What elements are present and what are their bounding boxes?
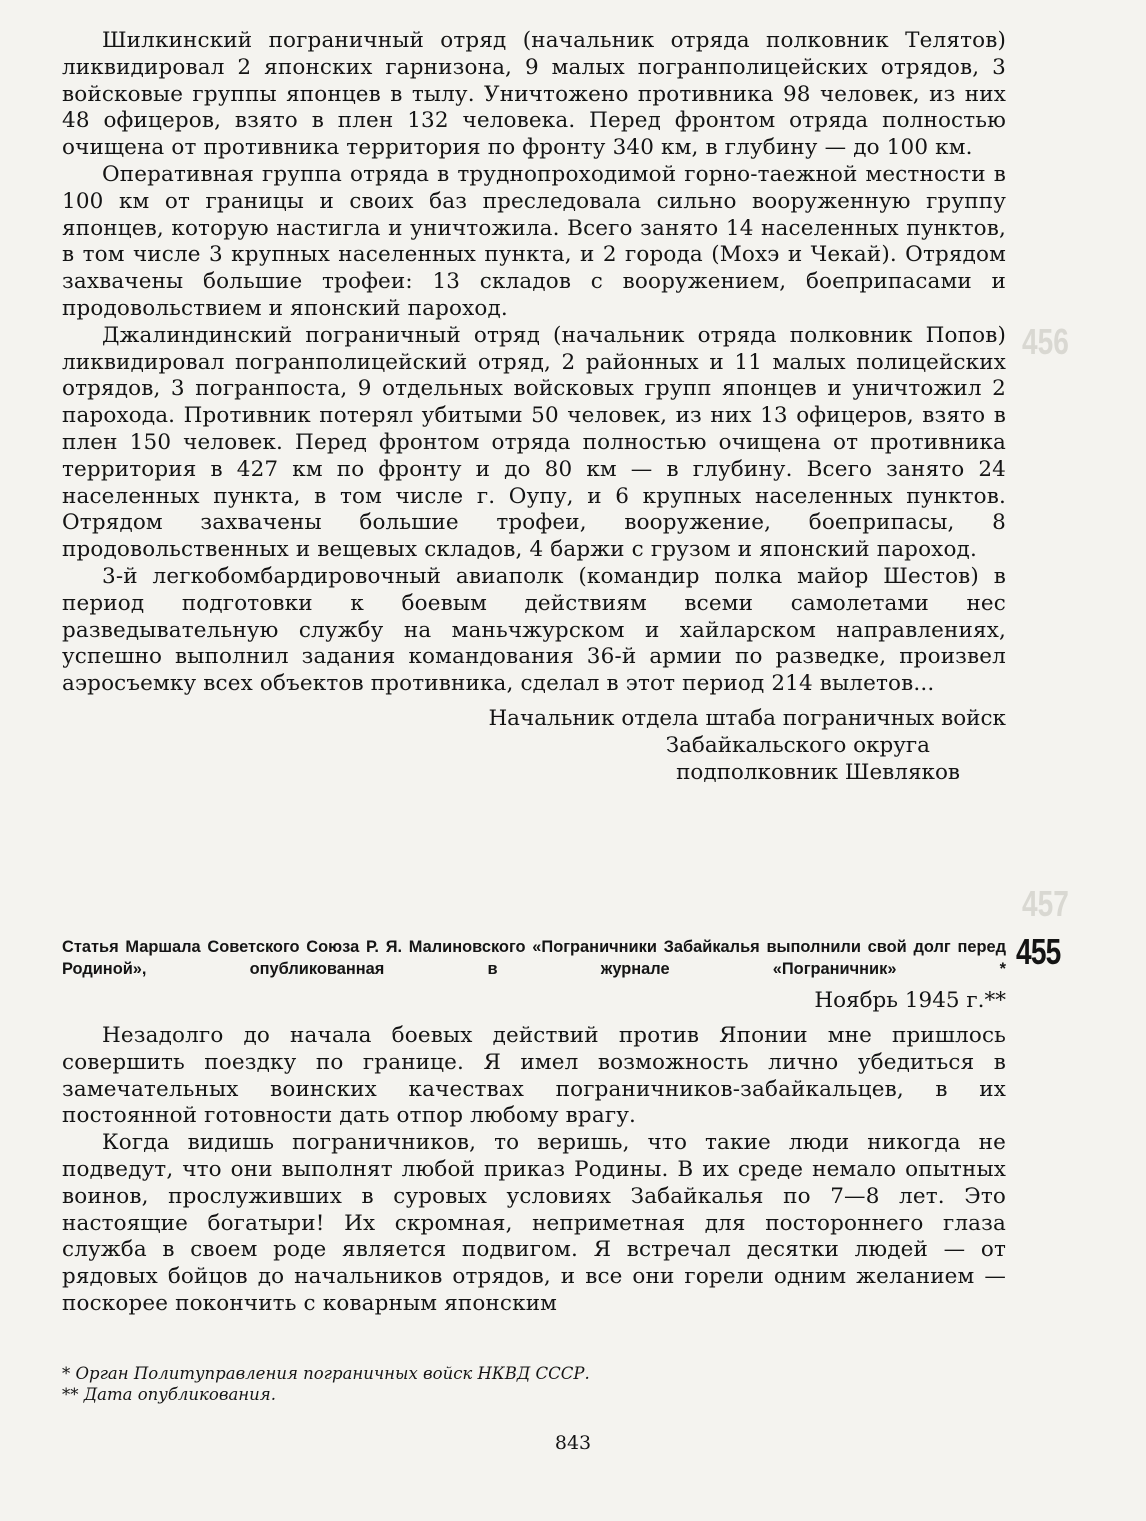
bleed-through-number-457: 457 bbox=[1022, 883, 1069, 924]
footnote-1: * Орган Политуправления пограничных войск НКВД СССР. bbox=[62, 1364, 590, 1383]
signature-line-2: Забайкальского округа bbox=[665, 732, 930, 758]
document-date: Ноябрь 1945 г.** bbox=[814, 988, 1006, 1013]
footnote-2: ** Дата опубликования. bbox=[62, 1385, 276, 1404]
paragraph-border-guards: Когда видишь пограничников, то веришь, что такие люди никогда не подведут, что они выполнят любой приказ Родины. В их среде немало опытных воинов, прослуживших в суровых условиях Забайкалья по 7—8 лет. Это настоящие богатыри! Их скромная, неприметная для постороннего глаза служба в своем роде является подвигом. Я встречал десятки людей — от рядовых бойцов до начальников отрядов, и все они горели одним желанием — поскорее покончить с коварным японским bbox=[62, 1130, 1006, 1316]
signature-line-3: подполковник Шевляков bbox=[676, 759, 960, 785]
document-heading: Статья Маршала Советского Союза Р. Я. Малиновского «Пограничники Забайкалья выполнили свой долг перед Родиной», опубликованная в журнале «Пограничник» * bbox=[62, 938, 1006, 978]
main-text-bottom bbox=[62, 1023, 1006, 1318]
signature-line-1: Начальник отдела штаба пограничных войск bbox=[488, 705, 1006, 731]
paragraph-air-regiment: 3-й легкобомбардировочный авиаполк (командир полка майор Шестов) в период подготовки к боевым действиям всеми самолетами нес разведывательную службу на маньчжурском и хайларском направлениях, успешно выполнил задания командования 36-й армии по разведке, произвел аэросъемку всех объектов противника, сделал в этот период 214 вылетов... bbox=[62, 563, 1006, 697]
paragraph-border-trip: Незадолго до начала боевых действий против Японии мне пришлось совершить поездку по границе. Я имел возможность лично убедиться в замечательных воинских качествах пограничников-забайкальцев, в их постоянной готовности дать отпор любому врагу. bbox=[62, 1023, 1006, 1129]
paragraph-shilka-detachment: Шилкинский пограничный отряд (начальник отряда полковник Телятов) ликвидировал 2 японских гарнизона, 9 малых погранполицейских отрядов, 3 войсковые группы японцев в тылу. Уничтожено противника 98 человек, из них 48 офицеров, взято в плен 132 человека. Перед фронтом отряда полностью очищена от противника территория по фронту 340 км, в глубину — до 100 км. bbox=[62, 28, 1006, 161]
document-number: 455 bbox=[1016, 931, 1061, 972]
page-number: 843 bbox=[554, 1432, 592, 1454]
main-text-top bbox=[62, 28, 1006, 786]
signature-block bbox=[62, 706, 1006, 786]
paragraph-dzhalinda-detachment: Джалиндинский пограничный отряд (начальник отряда полковник Попов) ликвидировал погранполицейский отряд, 2 районных и 11 малых полицейских отрядов, 3 погранпоста, 9 отдельных войсковых групп японцев и уничтожил 2 парохода. Противник потерял убитыми 50 человек, из них 13 офицеров, взято в плен 150 человек. Перед фронтом отряда полностью очищена от противника территория в 427 км по фронту и до 80 км — в глубину. Всего занято 24 населенных пункта, в том числе г. Оупу, и 6 крупных населенных пунктов. Отрядом захвачены большие трофеи, вооружение, боеприпасы, 8 продовольственных и вещевых складов, 4 баржи с грузом и японский пароход. bbox=[62, 322, 1006, 563]
footnotes bbox=[62, 1363, 1006, 1405]
bleed-through-number-456: 456 bbox=[1022, 321, 1069, 362]
paragraph-operational-group: Оперативная группа отряда в труднопроходимой горно-таежной местности в 100 км от границы и своих баз преследовала сильно вооруженную группу японцев, которую настигла и уничтожила. Всего занято 14 населенных пунктов, в том числе 3 крупных населенных пункта, и 2 города (Мохэ и Чекай). Отрядом захвачены большие трофеи: 13 складов с вооружением, боеприпасами и продовольствием и японский пароход. bbox=[62, 161, 1006, 321]
